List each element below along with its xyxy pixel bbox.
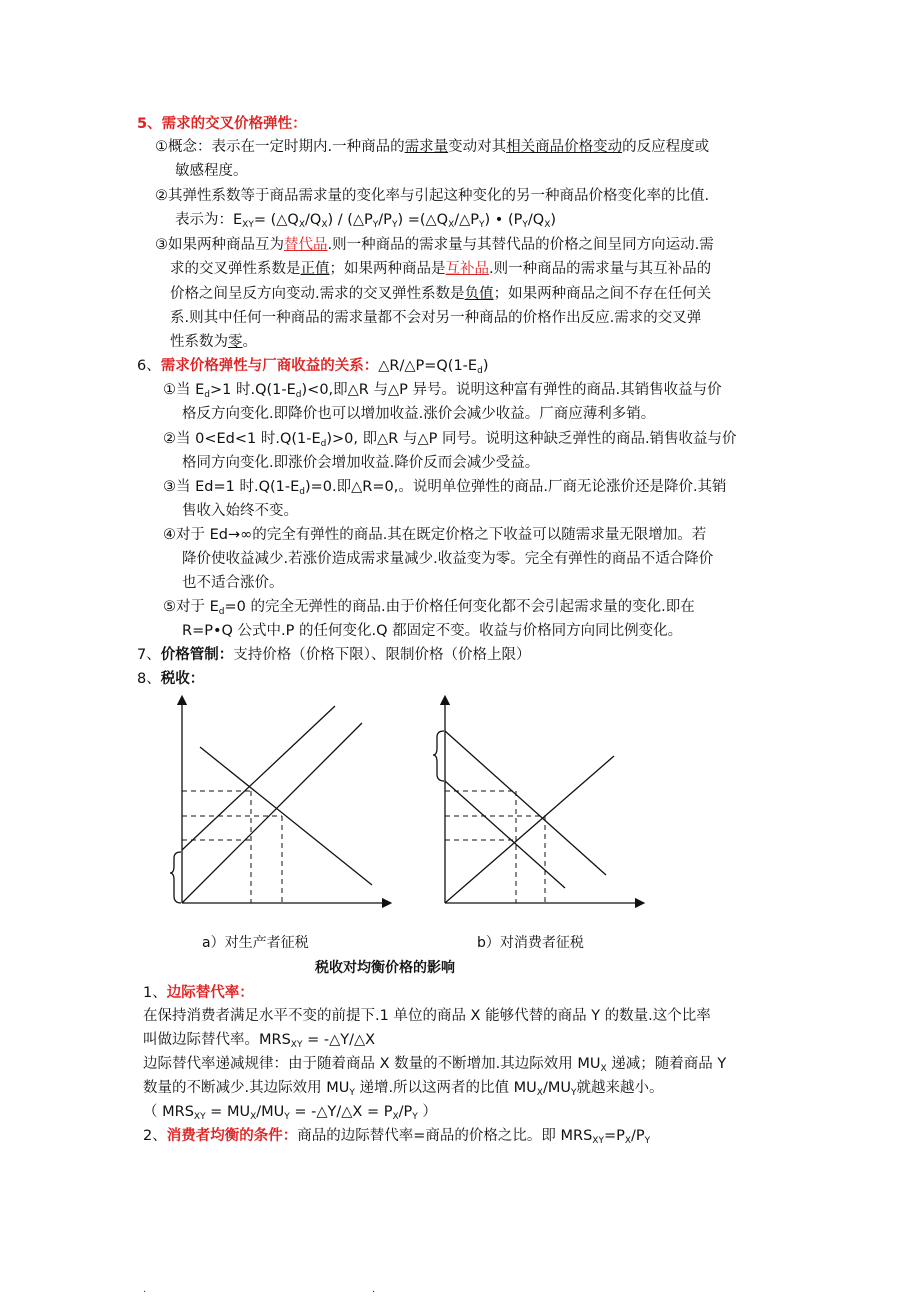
t1-line-2: 叫做边际替代率。$MRS_{XY}$ = -△Y/△X [143, 1032, 376, 1050]
t1-line-1: 在保持消费者满足水平不变的前提下.1 单位的商品 X 能够代替的商品 Y 的数量.这个比率 [143, 1008, 711, 1024]
figure-b-consumer-tax [433, 700, 640, 903]
s5-point-1-cont: 敏感程度。 [175, 163, 248, 179]
fig-a-brace [170, 852, 181, 903]
fig-b-brace [433, 731, 444, 781]
s5-point-1: ①概念：表示在一定时期内.一种商品的需求量变动对其相关商品价格变动的反应程度或 [155, 139, 710, 155]
fig-a-demand-curve [200, 747, 372, 885]
s6-item-2: ②当 0<Ed<1 时$.Q(1-E_d)>0$, 即△R 与△P 同号。说明这种缺乏弹性的商品.销售收益与价 [163, 431, 737, 449]
t1-line-3: 边际替代率递减规律：由于随着商品 X 数量的不断增加.其边际效用 $MU_X$ 递减；随着商品 Y [143, 1056, 727, 1074]
s6-item-1-cont: 格反方向变化.即降价也可以增加收益.涨价会减少收益。厂商应薄利多销。 [182, 406, 656, 422]
section-7: 7、价格管制：支持价格（价格下限）、限制价格（价格上限） [137, 647, 531, 663]
t1-line-5: （ $MRS_{XY} = MU_X/MU_Y$ = -△Y/△X = $P_X/P_Y$ ） [143, 1104, 437, 1122]
footer-dot-1: . [143, 1284, 147, 1295]
figure-a-producer-tax [170, 700, 387, 903]
t2-line: 2、消费者均衡的条件：商品的边际替代率=商品的价格之比。即 $MRS_{XY}=P_X/P_Y$ [143, 1128, 651, 1146]
figure-a-caption: a）对生产者征税 [202, 935, 309, 951]
t1-heading: 1、边际替代率： [143, 985, 254, 1001]
fig-a-supply-original [182, 723, 362, 903]
s6-item-5: ⑤对于 $E_d=0$ 的完全无弹性的商品.由于价格任何变化都不会引起需求量的变化.即在 [163, 599, 695, 617]
s6-item-5-cont: R=P•Q 公式中.P 的任何变化.Q 都固定不变。收益与价格同方向同比例变化。 [182, 623, 683, 639]
s6-item-1: ①当 $E_d>1$ 时$.Q(1-E_d)<0$,即△R 与△P 异号。说明这种富有弹性的商品.其销售收益与价 [163, 382, 722, 400]
s6-item-2-cont: 格同方向变化.即涨价会增加收益.降价反而会减少受益。 [182, 455, 540, 471]
s6-item-3: ③当 Ed=1 时$.Q(1-E_d)=0$.即△R=0,。说明单位弹性的商品.厂商无论涨价还是降价.其销 [163, 479, 727, 497]
section-8: 8、税收： [137, 671, 205, 687]
section-5-heading: 5、需求的交叉价格弹性： [137, 116, 307, 132]
s5-point-3-l3: 价格之间呈反方向变动.需求的交叉弹性系数是负值；如果两种商品之间不存在任何关 [170, 286, 712, 302]
s5-point-2: ②其弹性系数等于商品需求量的变化率与引起这种变化的另一种商品价格变化率的比值. [155, 188, 710, 204]
s6-item-3-cont: 售收入始终不变。 [182, 503, 298, 519]
t1-line-4: 数量的不断减少.其边际效用 $MU_Y$ 递增.所以这两者的比值 $MU_X/MU_Y$就越来越小。 [143, 1080, 664, 1098]
s6-item-4-l3: 也不适合涨价。 [182, 575, 284, 591]
s5-point-3-l2: 求的交叉弹性系数是正值；如果两种商品是互补品.则一种商品的需求量与其互补品的 [170, 261, 712, 277]
fig-b-demand-shifted [445, 781, 565, 888]
s5-formula: 表示为：$E_{XY}=$ $(\triangle Q_X/Q_X)$ / $(\triangle P_Y/P_Y)$ $=(\triangle Q_X/\triangle P_Y)$ • $(P_Y/Q_X)$ [175, 212, 557, 230]
s5-point-3: ③如果两种商品互为替代品.则一种商品的需求量与其替代品的价格之间呈同方向运动.需 [155, 237, 714, 253]
s5-point-3-l5: 性系数为零。 [170, 334, 257, 350]
figure-b-caption: b）对消费者征税 [477, 935, 584, 951]
figure-title: 税收对均衡价格的影响 [315, 960, 455, 976]
s5-point-3-l4: 系.则其中任何一种商品的需求量都不会对另一种商品的价格作出反应.需求的交叉弹 [170, 310, 702, 326]
s6-item-4: ④对于 Ed→∞的完全有弹性的商品.其在既定价格之下收益可以随需求量无限增加。若 [163, 527, 707, 543]
s6-item-4-l2: 降价使收益减少.若涨价造成需求量减少.收益变为零。完全有弹性的商品不适合降价 [182, 551, 714, 567]
section-6-heading: 6、需求价格弹性与厂商收益的关系：$\triangle R/\triangle P=Q(1-E_d)$ [137, 358, 489, 376]
footer-dot-2: . [372, 1284, 376, 1295]
fig-a-supply-shifted [182, 706, 335, 850]
fig-b-supply [445, 756, 614, 903]
